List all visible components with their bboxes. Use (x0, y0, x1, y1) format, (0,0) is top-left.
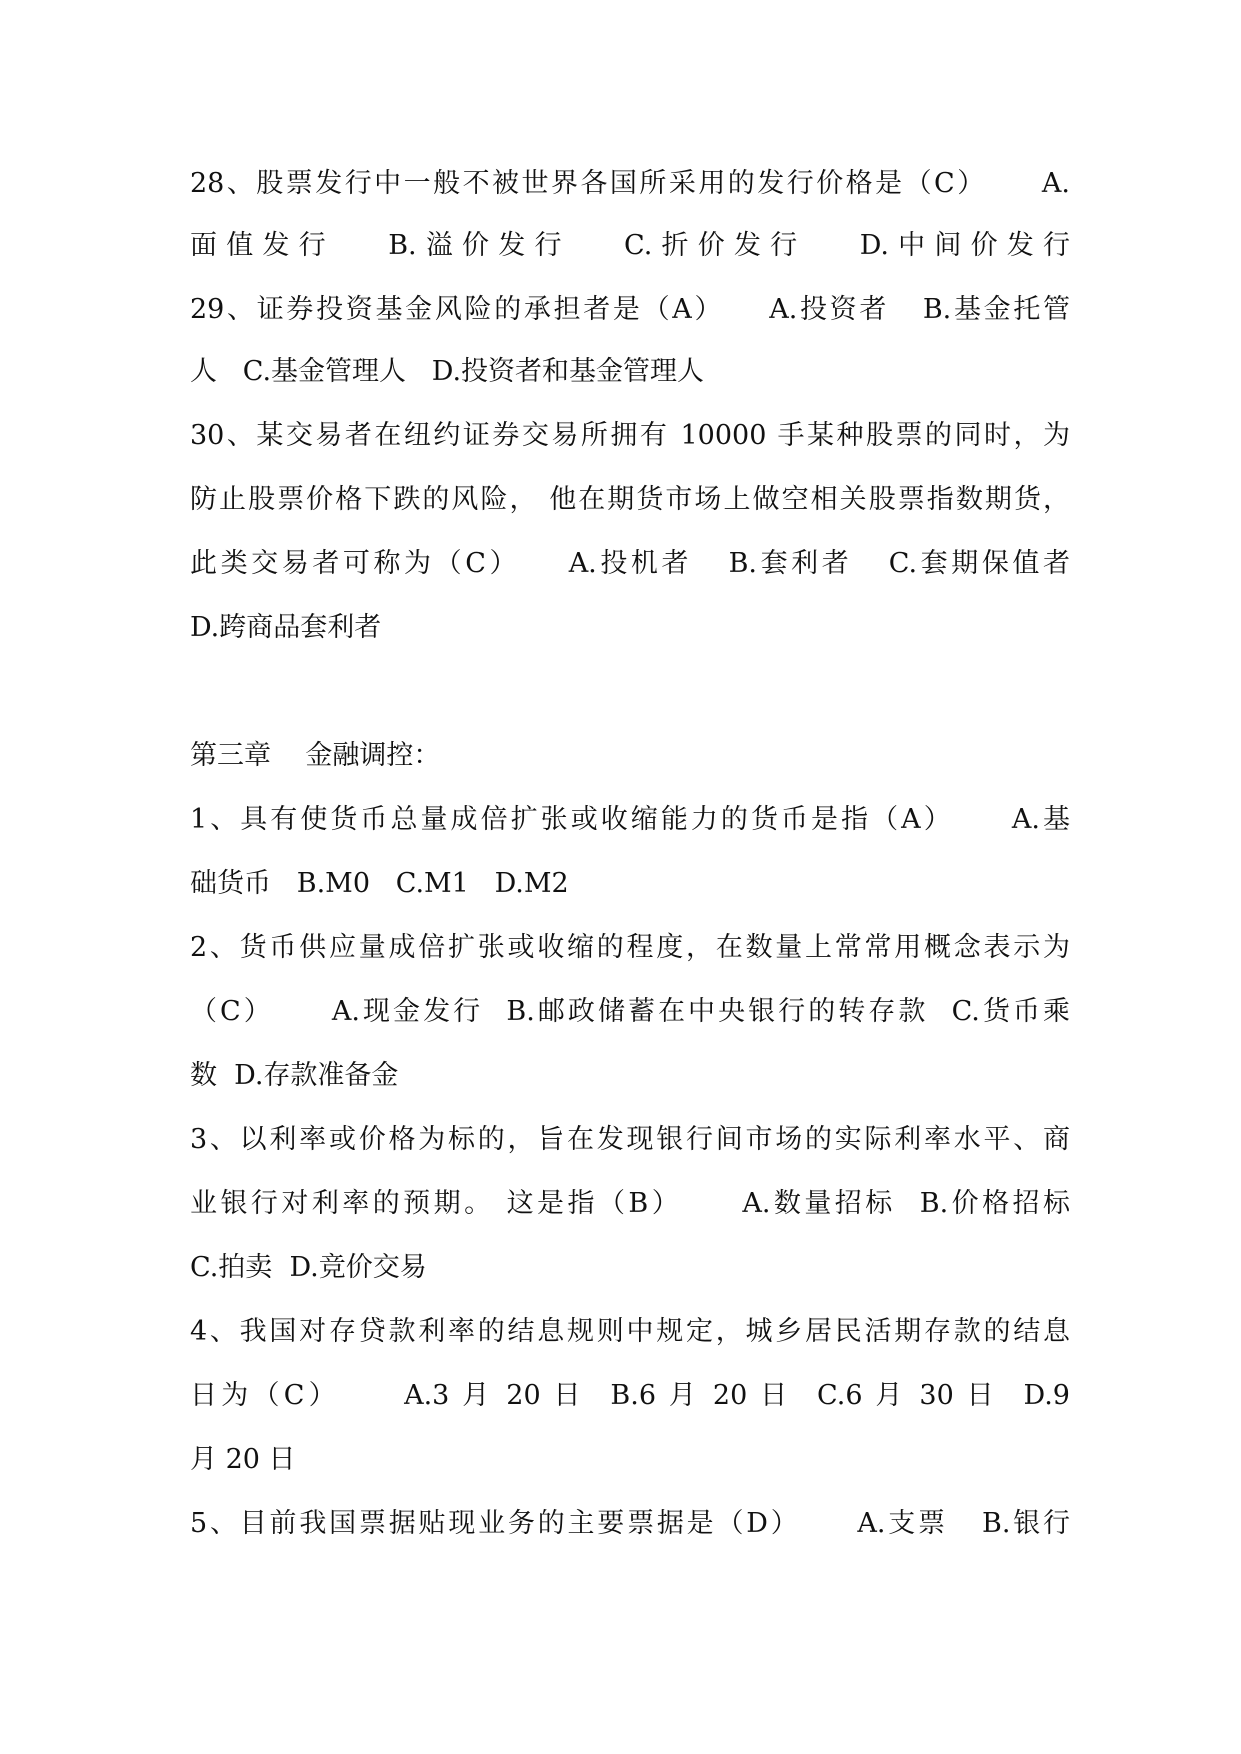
text-line: 础货币 B.M0 C.M1 D.M2 (190, 868, 569, 899)
text-line: D.跨商品套利者 (190, 612, 382, 643)
text-line: 30、某交易者在纽约证券交易所拥有 10000 手某种股票的同时，为 (190, 420, 1070, 451)
text-line: 日为（C） A.3 月 20 日 B.6 月 20 日 C.6 月 30 日 D.9 (190, 1380, 1070, 1411)
text-line: 5、目前我国票据贴现业务的主要票据是（D） A.支票 B.银行 (190, 1508, 1070, 1539)
text-line: 28、股票发行中一般不被世界各国所采用的发行价格是（C） A. (190, 168, 1070, 199)
text-line: 面值发行 B.溢价发行 C.折价发行 D.中间价发行 (190, 230, 1070, 261)
chapter-heading: 第三章 金融调控： (190, 740, 441, 771)
text-line: 防止股票价格下跌的风险， 他在期货市场上做空相关股票指数期货， (190, 484, 1070, 515)
text-line: C.拍卖 D.竞价交易 (190, 1252, 427, 1283)
text-line: 数 D.存款准备金 (190, 1060, 399, 1091)
text-line: 1、具有使货币总量成倍扩张或收缩能力的货币是指（A） A.基 (190, 804, 1070, 835)
text-line: 3、以利率或价格为标的，旨在发现银行间市场的实际利率水平、商 (190, 1124, 1070, 1155)
text-line: 业银行对利率的预期。 这是指（B） A.数量招标 B.价格招标 (190, 1188, 1070, 1219)
text-line: 2、货币供应量成倍扩张或收缩的程度，在数量上常常用概念表示为 (190, 932, 1070, 963)
text-line: 4、我国对存贷款利率的结息规则中规定，城乡居民活期存款的结息 (190, 1316, 1070, 1347)
text-line: 此类交易者可称为（C） A.投机者 B.套利者 C.套期保值者 (190, 548, 1070, 579)
text-line: （C） A.现金发行 B.邮政储蓄在中央银行的转存款 C.货币乘 (190, 996, 1070, 1027)
text-line: 月 20 日 (190, 1444, 296, 1475)
text-line: 人 C.基金管理人 D.投资者和基金管理人 (190, 356, 705, 387)
text-line: 29、证券投资基金风险的承担者是（A） A.投资者 B.基金托管 (190, 294, 1070, 325)
